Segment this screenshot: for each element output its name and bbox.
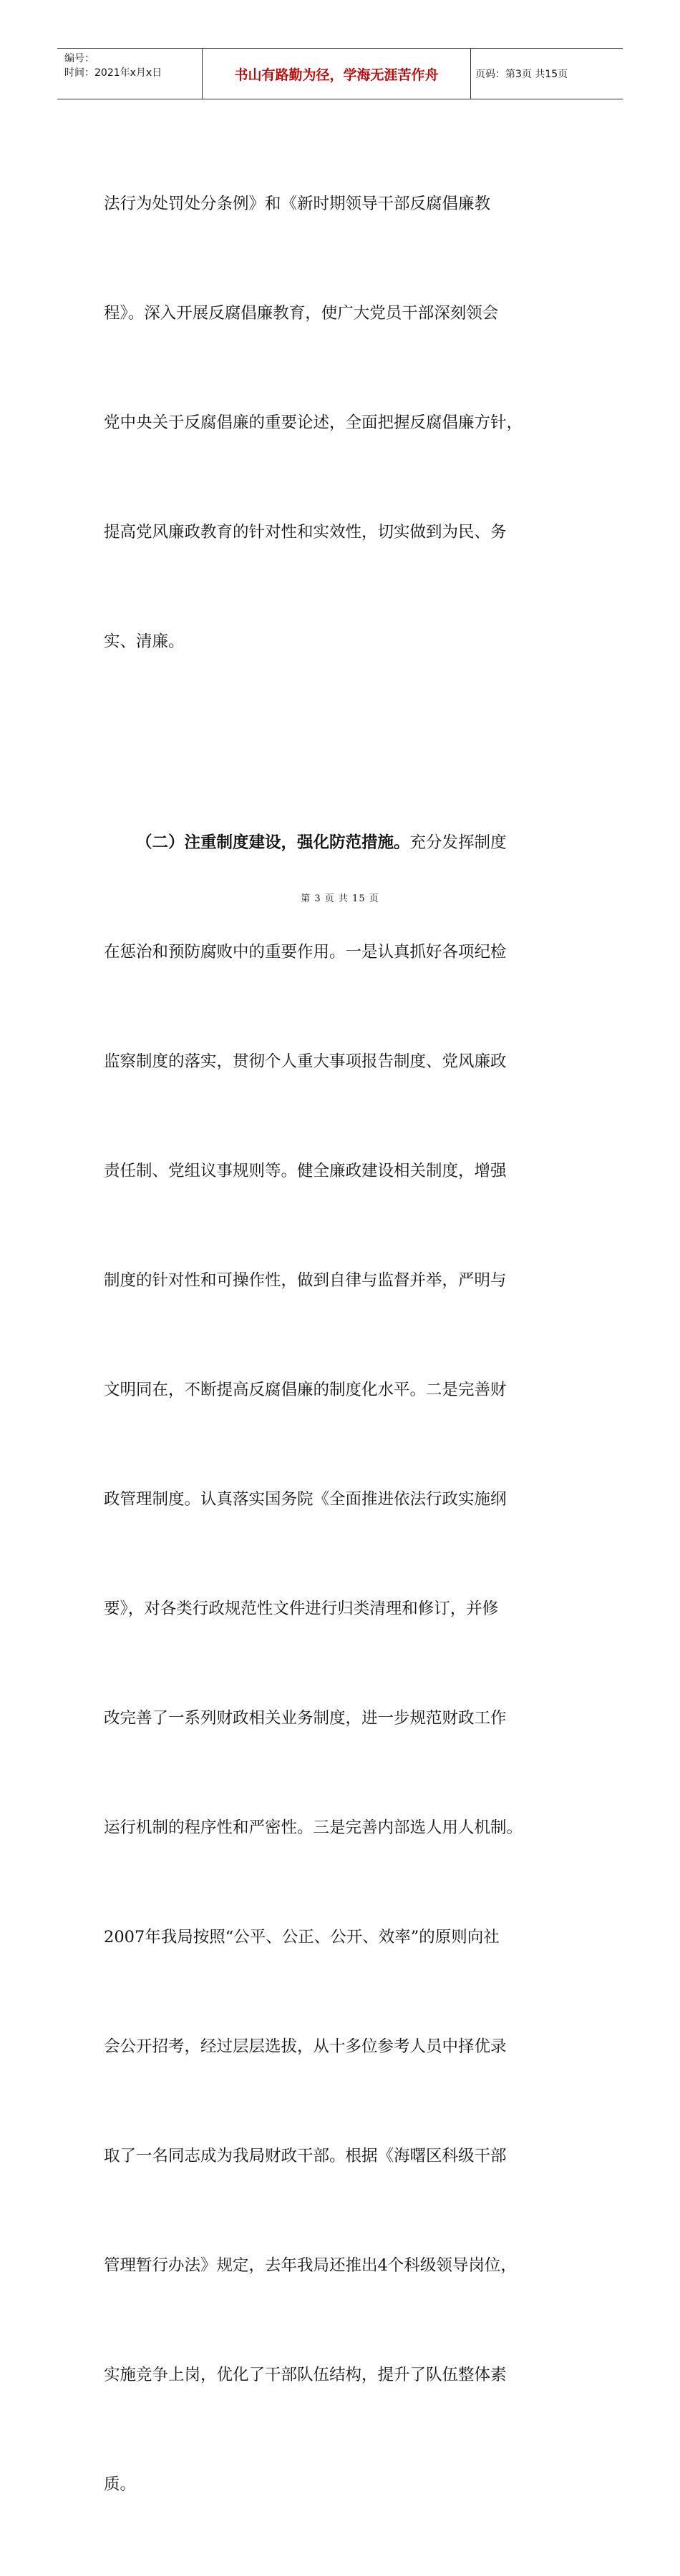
text-line: 取了一名同志成为我局财政干部。根据《海曙区科级干部 <box>104 2147 507 2165</box>
text-line: 会公开招考，经过层层选拔，从十多位参考人员中择优录 <box>104 2037 507 2056</box>
text-line: 法行为处罚处分条例》和《新时期领导干部反腐倡廉教 <box>104 195 491 213</box>
text-line: 运行机制的程序性和严密性。三是完善内部选人用人机制。 <box>104 1818 523 1837</box>
page-footer: 第 3 页 共 15 页 <box>301 893 379 904</box>
text-line: 在惩治和预防腐败中的重要作用。一是认真抓好各项纪检 <box>104 943 507 961</box>
text-line: 监察制度的落实，贯彻个人重大事项报告制度、党风廉政 <box>104 1052 507 1071</box>
section-heading: （二）注重制度建设，强化防范措施。 <box>136 833 410 852</box>
text-line: 要》，对各类行政规范性文件进行归类清理和修订，并修 <box>104 1600 499 1618</box>
text-line: 党中央关于反腐倡廉的重要论述，全面把握反腐倡廉方针， <box>104 413 523 432</box>
header-page-code: 页码：第3页 共15页 <box>475 69 568 80</box>
text-line: 实、清廉。 <box>104 632 185 651</box>
text-line: 提高党风廉政教育的针对性和实效性，切实做到为民、务 <box>104 523 507 542</box>
text-line: 实施竞争上岗，优化了干部队伍结构，提升了队伍整体素 <box>104 2366 507 2384</box>
text-line: 制度的针对性和可操作性，做到自律与监督并举，严明与 <box>104 1271 507 1290</box>
text-line: 管理暂行办法》规定，去年我局还推出4个科级领导岗位， <box>104 2256 517 2275</box>
text-line: 文明同在，不断提高反腐倡廉的制度化水平。二是完善财 <box>104 1381 507 1399</box>
text-line: 质。 <box>104 2475 137 2494</box>
document-number-label: 编号： <box>64 53 94 64</box>
text-line <box>104 825 569 861</box>
document-time-label: 时间：2021年x月x日 <box>64 67 162 79</box>
text-line: 政管理制度。认真落实国务院《全面推进依法行政实施纲 <box>104 1490 507 1509</box>
header-meta <box>57 49 203 99</box>
text-line: 2007年我局按照“公平、公正、公开、效率”的原则向社 <box>104 1928 500 1946</box>
text-line: 程》。深入开展反腐倡廉教育，使广大党员干部深刻领会 <box>104 304 499 323</box>
paragraph-2 <box>104 752 569 2576</box>
paragraph-1 <box>104 113 569 733</box>
text-line: 改完善了一系列财政相关业务制度，进一步规范财政工作 <box>104 1709 507 1728</box>
text-span: 充分发挥制度 <box>409 833 507 852</box>
document-header <box>57 48 623 99</box>
document-body <box>104 113 569 2576</box>
header-motto: 书山有路勤为径，学海无涯苦作舟 <box>203 49 471 99</box>
text-line: 责任制、党组议事规则等。健全廉政建设相关制度，增强 <box>104 1162 507 1180</box>
